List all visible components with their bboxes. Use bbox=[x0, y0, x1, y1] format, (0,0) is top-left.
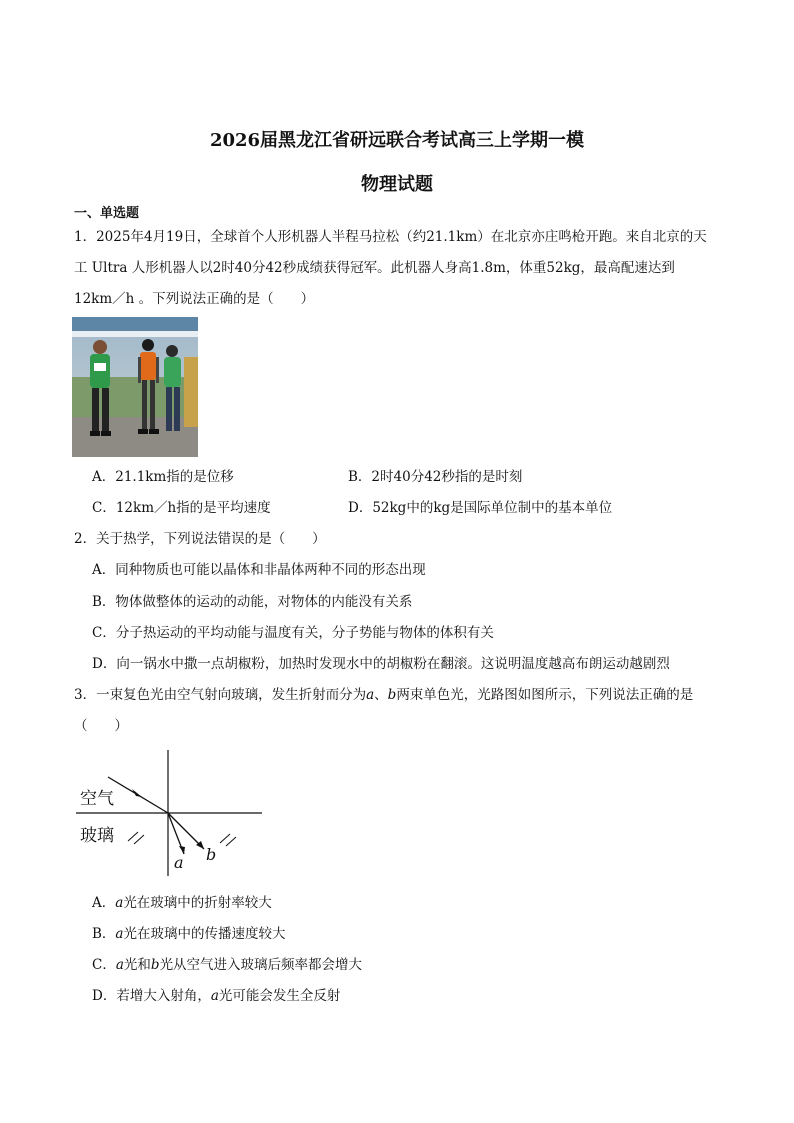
q3-a-pre: A． bbox=[92, 895, 116, 911]
q3-b-pre: B． bbox=[92, 926, 116, 942]
hatch-mark bbox=[134, 835, 144, 844]
q3-c-var1: a bbox=[115, 957, 124, 973]
air-label: 空气 bbox=[80, 789, 114, 809]
robot-marathon-photo bbox=[72, 317, 198, 457]
ray-b-label: b bbox=[206, 845, 217, 864]
q2-option-d: D．向一锅水中撒一点胡椒粉，加热时发现水中的胡椒粉在翻滚。这说明温度越高布朗运动越剧烈 bbox=[92, 656, 670, 672]
q3-a-var: a bbox=[115, 895, 124, 911]
robot-marathon-image bbox=[72, 317, 198, 457]
q3-c-mid: 光和 bbox=[123, 957, 151, 973]
exam-subtitle: 物理试题 bbox=[361, 174, 433, 195]
q1-option-a: A．21.1km指的是位移 bbox=[92, 469, 234, 485]
q3-option-b bbox=[92, 924, 285, 944]
q3-option-c bbox=[92, 955, 362, 975]
q3-stem-post: 两束单色光，光路图如图所示，下列说法正确的是 bbox=[396, 687, 694, 703]
q2-option-a: A．同种物质也可能以晶体和非晶体两种不同的形态出现 bbox=[92, 562, 426, 578]
q1-stem-line2: 工 Ultra 人形机器人以2时40分42秒成绩获得冠军。此机器人身高1.8m，体重52kg，最高配速达到 bbox=[74, 260, 675, 276]
glass-label: 玻璃 bbox=[80, 826, 114, 846]
hatch-mark bbox=[128, 832, 138, 841]
q3-b-post: 光在玻璃中的传播速度较大 bbox=[123, 926, 286, 942]
q3-var-a: a bbox=[366, 687, 375, 703]
q3-stem-line2: （ ） bbox=[74, 718, 128, 734]
hatch-mark bbox=[226, 837, 236, 846]
q3-stem-pre: 3．一束复色光由空气射向玻璃，发生折射而分为 bbox=[74, 687, 367, 703]
q1-stem-line1: 1．2025年4月19日，全球首个人形机器人半程马拉松（约21.1km）在北京亦庄鸣枪开跑。来自北京的天 bbox=[74, 229, 707, 245]
q3-d-post: 光可能会发生全反射 bbox=[218, 988, 341, 1004]
q2-stem: 2．关于热学，下列说法错误的是（ ） bbox=[74, 531, 326, 547]
ray-a-label: a bbox=[174, 853, 184, 872]
q2-option-b: B．物体做整体的运动的动能，对物体的内能没有关系 bbox=[92, 594, 413, 610]
refraction-svg bbox=[72, 748, 272, 878]
q3-option-a bbox=[92, 893, 272, 913]
q2-option-c: C．分子热运动的平均动能与温度有关，分子势能与物体的体积有关 bbox=[92, 625, 494, 641]
q3-c-post: 光从空气进入玻璃后频率都会增大 bbox=[159, 957, 363, 973]
q3-b-var: a bbox=[115, 926, 124, 942]
q1-option-b: B．2时40分42秒指的是时刻 bbox=[348, 469, 523, 485]
section-heading: 一、单选题 bbox=[74, 206, 140, 221]
q1-option-d: D．52kg中的kg是国际单位制中的基本单位 bbox=[348, 500, 613, 516]
hatch-mark bbox=[220, 834, 230, 843]
q3-d-pre: D．若增大入射角， bbox=[92, 988, 211, 1004]
q3-c-var2: b bbox=[150, 957, 160, 973]
q3-d-var: a bbox=[210, 988, 219, 1004]
q1-option-c: C．12km／h指的是平均速度 bbox=[92, 500, 271, 516]
q3-option-d bbox=[92, 986, 340, 1006]
q3-c-pre: C． bbox=[92, 957, 116, 973]
q3-a-post: 光在玻璃中的折射率较大 bbox=[123, 895, 272, 911]
exam-title: 2026届黑龙江省研远联合考试高三上学期一模 bbox=[209, 130, 585, 151]
refraction-diagram bbox=[72, 748, 272, 878]
q3-var-b: b bbox=[387, 687, 397, 703]
q3-sep: 、 bbox=[374, 687, 388, 703]
q1-stem-line3: 12km／h 。下列说法正确的是（ ） bbox=[74, 291, 315, 307]
q3-stem-line1 bbox=[74, 685, 693, 705]
